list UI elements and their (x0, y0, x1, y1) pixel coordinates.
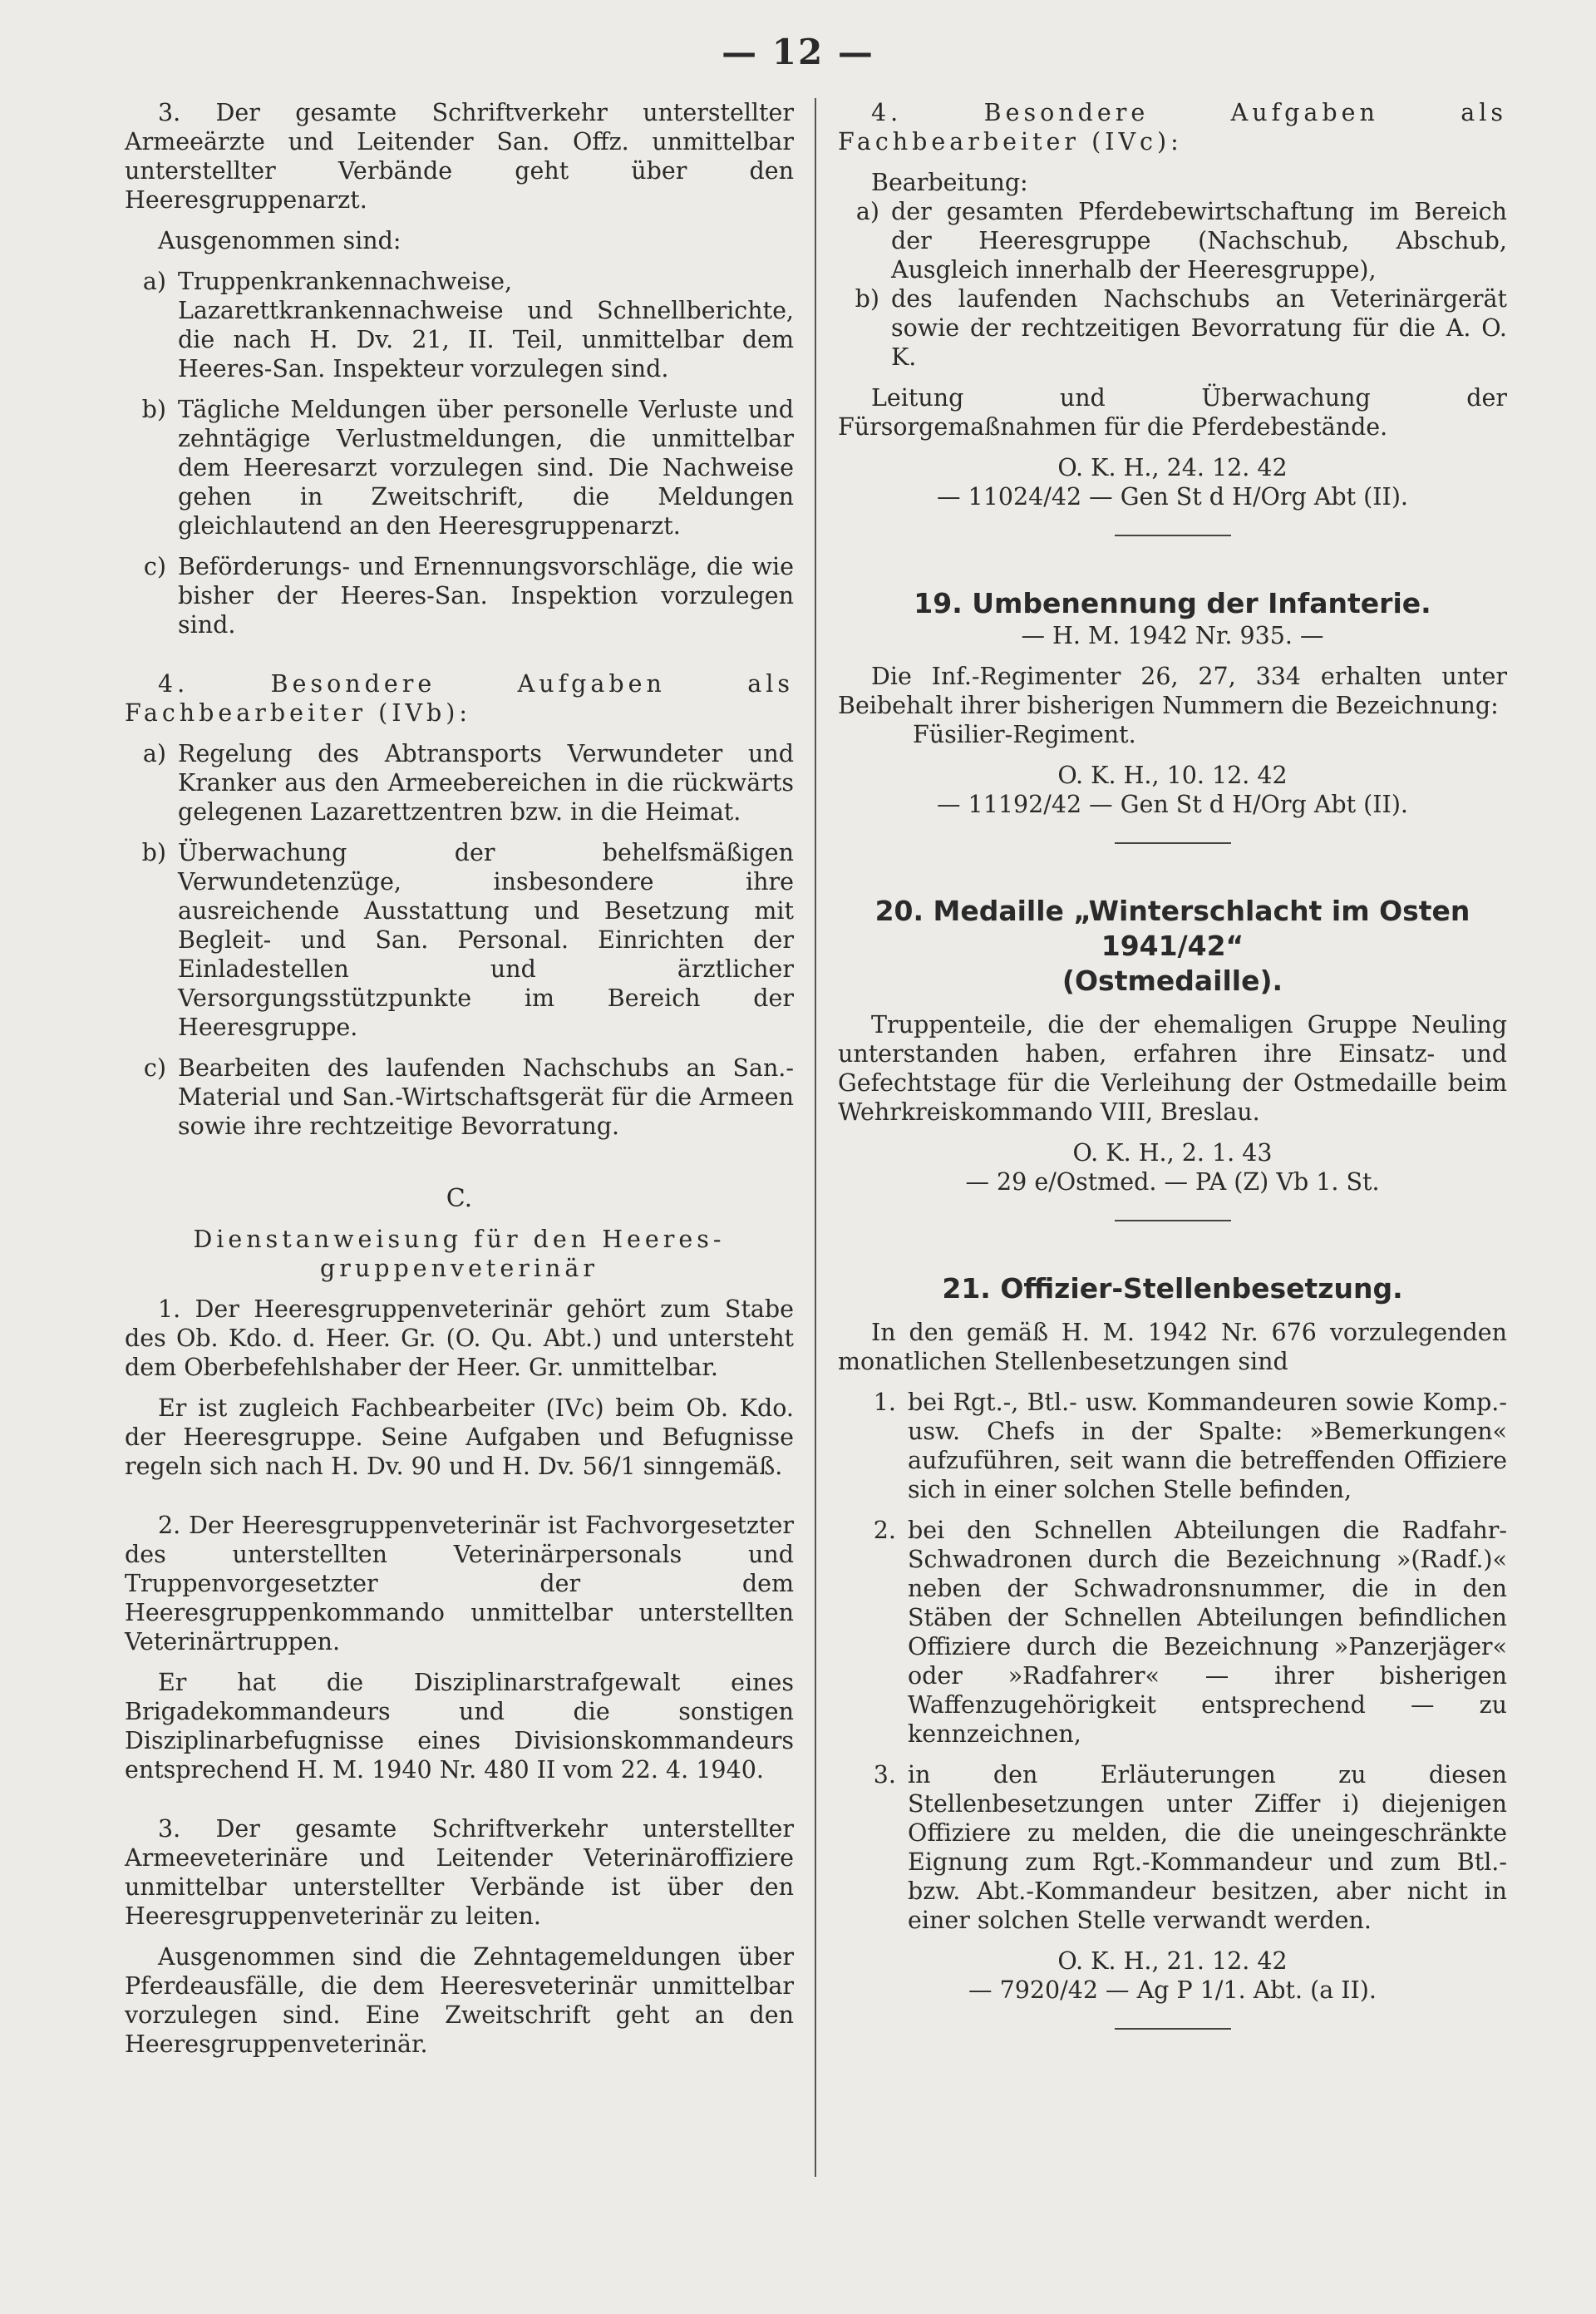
section-20-title-line-2: (Ostmedaille). (1062, 965, 1283, 997)
item-marker: b) (141, 839, 166, 866)
item-marker: c) (143, 553, 166, 580)
section-19-designation: Füsilier-Regiment. (913, 721, 1136, 748)
section-19-hm: — H. M. 1942 Nr. 935. — (1021, 622, 1324, 649)
item-marker: a) (855, 198, 879, 225)
section-c-title-line-2: gruppenveterinär (320, 1255, 598, 1282)
item-marker: b) (141, 396, 166, 423)
list-item (838, 1760, 1507, 1935)
section-19-title: 19. Umbenennung der Infanterie. (914, 587, 1431, 619)
veterinarian-paragraph-2a: 2. Der Heeresgruppenveterinär ist Fachvorgesetzter des unterstellten Veterinärpersonals und Truppenvorgesetzter der dem Heeresgruppenkommando unmittelbar unterstellten Veterinärtruppen. (125, 1512, 794, 1655)
item-text: Regelung des Abtransports Verwundeter und Kranker aus den Armeebereichen in die rückwärts gelegenen Lazarettzentren bzw. in die Heimat. (178, 740, 794, 826)
list-item (125, 395, 794, 540)
page-number: — 12 — (722, 32, 874, 72)
reference-number: — 29 e/Ostmed. — PA (Z) Vb 1. St. (965, 1168, 1380, 1196)
item-text: Truppenkrankennachweise, Lazarettkrankennachweise und Schnellberichte, die nach H. Dv. 21, II. Teil, unmittelbar dem Heeres-San. Inspekteur vorzulegen sind. (178, 268, 794, 382)
list-item (125, 838, 794, 1042)
section-20-text: Truppenteile, die der ehemaligen Gruppe Neuling unterstanden haben, erfahren ihre Einsatz- und Gefechtstage für die Verleihung der Ostmedaille beim Wehrkreiskommando VIII, Breslau. (838, 1011, 1507, 1126)
item-marker: c) (143, 1054, 166, 1082)
supervision-paragraph: Leitung und Überwachung der Fürsorgemaßnahmen für die Pferdebestände. (838, 384, 1507, 441)
item-text: in den Erläuterungen zu diesen Stellenbesetzungen unter Ziffer i) diejenigen Offiziere zu melden, die die uneingeschränkte Eignung zum Rgt.-Kommandeur und zum Btl.- bzw. Abt.-Kommandeur besitzen, aber nicht in einer solchen Stelle verwandt werden. (908, 1761, 1507, 1934)
item-marker: b) (855, 285, 879, 313)
section-21 (838, 1271, 1507, 2030)
reference-date: O. K. H., 10. 12. 42 (1057, 762, 1288, 789)
list-item (125, 1053, 794, 1141)
section-21-title: 21. Offizier-Stellenbesetzung. (942, 1272, 1403, 1305)
section-c-title-line-1: Dienstanweisung für den Heeres- (193, 1226, 726, 1253)
item-text: bei den Schnellen Abteilungen die Radfahr-Schwadronen durch die Bezeichnung »(Radf.)« neben der Schwadronsnummer, die in den Stäben der Schnellen Abteilungen befindlichen Offiziere durch die Bezeichnung »Panzerjäger« oder »Radfahrer« — ihrer bisherigen Waffenzugehörigkeit entsprechend — zu kennzeichnen, (908, 1517, 1507, 1748)
section-separator (1115, 535, 1231, 536)
veterinarian-paragraph-3a: 3. Der gesamte Schriftverkehr unterstellter Armeeveterinäre und Leitender Veterinäroffiziere unmittelbar unterstellter Verbände ist über den Heeresgruppenveterinär zu leiten. (125, 1815, 794, 1930)
list-item (838, 197, 1507, 284)
paragraph-4-heading: 4. Besondere Aufgaben als Fachbearbeiter (IVb): (125, 670, 794, 727)
veterinarian-paragraph-1b: Er ist zugleich Fachbearbeiter (IVc) beim Ob. Kdo. der Heeresgruppe. Seine Aufgaben und Befugnisse regeln sich nach H. Dv. 90 und H. Dv. 56/1 sinngemäß. (125, 1394, 794, 1480)
item-text: des laufenden Nachschubs an Veterinärgerät sowie der rechtzeitigen Bevorratung für die A. O. K. (891, 285, 1507, 371)
item-text: der gesamten Pferdebewirtschaftung im Bereich der Heeresgruppe (Nachschub, Abschub, Ausgleich innerhalb der Heeresgruppe), (891, 198, 1507, 284)
reference-number: — 11024/42 — Gen St d H/Org Abt (II). (937, 483, 1408, 511)
section-separator (1115, 1220, 1231, 1221)
list-item (838, 1516, 1507, 1749)
exceptions-heading: Ausgenommen sind: (158, 227, 401, 254)
column-divider (815, 98, 816, 2177)
processing-label: Bearbeitung: (871, 169, 1028, 196)
item-text: Tägliche Meldungen über personelle Verluste und zehntägige Verlustmeldungen, die unmittelbar dem Heeresarzt vorzulegen sind. Die Nachweise gehen in Zweitschrift, die Meldungen gleichlautend an den Heeresgruppenarzt. (178, 396, 794, 540)
reference-date: O. K. H., 24. 12. 42 (1057, 454, 1288, 481)
section-19-text: Die Inf.-Regimenter 26, 27, 334 erhalten unter Beibehalt ihrer bisherigen Nummern die Bezeichnung: (838, 663, 1507, 719)
paragraph-4-heading-ivc: 4. Besondere Aufgaben als Fachbearbeiter (IVc): (838, 99, 1507, 155)
item-marker: 3. (873, 1761, 896, 1789)
section-21-intro: In den gemäß H. M. 1942 Nr. 676 vorzulegenden monatlichen Stellenbesetzungen sind (838, 1319, 1507, 1375)
veterinarian-paragraph-1a: 1. Der Heeresgruppenveterinär gehört zum Stabe des Ob. Kdo. d. Heer. Gr. (O. Qu. Abt.) und untersteht dem Oberbefehlshaber der Heer. Gr. unmittelbar. (125, 1295, 794, 1381)
veterinarian-paragraph-2b: Er hat die Disziplinarstrafgewalt eines Brigadekommandeurs und die sonstigen Disziplinarbefugnisse eines Divisionskommandeurs entsprechend H. M. 1940 Nr. 480 II vom 22. 4. 1940. (125, 1669, 794, 1784)
item-text: Bearbeiten des laufenden Nachschubs an San.-Material und San.-Wirtschaftsgerät für die Armeen sowie ihre rechtzeitige Bevorratung. (178, 1054, 794, 1140)
section-separator (1115, 2028, 1231, 2030)
list-item (838, 284, 1507, 372)
item-marker: 1. (873, 1389, 896, 1416)
list-item (125, 552, 794, 639)
list-item (838, 1388, 1507, 1504)
list-item (125, 739, 794, 826)
section-c-letter: C. (446, 1184, 473, 1213)
item-text: Überwachung der behelfsmäßigen Verwundetenzüge, insbesondere ihre ausreichende Ausstattung und Besetzung mit Begleit- und San. Personal. Einrichten der Einladestellen und ärztlicher Versorgungsstützpunkte im Bereich der Heeresgruppe. (178, 839, 794, 1041)
item-text: Beförderungs- und Ernennungsvorschläge, die wie bisher der Heeres-San. Inspektion vorzulegen sind. (178, 553, 794, 639)
reference-date: O. K. H., 21. 12. 42 (1057, 1947, 1288, 1975)
section-20 (838, 894, 1507, 1221)
section-19 (838, 586, 1507, 844)
list-item (125, 267, 794, 383)
item-marker: a) (142, 740, 166, 767)
left-column (125, 98, 794, 2059)
reference-date: O. K. H., 2. 1. 43 (1072, 1139, 1273, 1167)
item-marker: 2. (873, 1517, 896, 1544)
section-20-title-line-1: 20. Medaille „Winterschlacht im Osten 1941/42“ (874, 895, 1470, 962)
item-text: bei Rgt.-, Btl.- usw. Kommandeuren sowie Komp.- usw. Chefs in der Spalte: »Bemerkungen« aufzuführen, seit wann die betreffenden Offiziere sich in einer solchen Stelle befinden, (908, 1389, 1507, 1503)
reference-number: — 7920/42 — Ag P 1/1. Abt. (a II). (968, 1976, 1377, 2004)
veterinarian-paragraph-3b: Ausgenommen sind die Zehntagemeldungen über Pferdeausfälle, die dem Heeresveterinär unmittelbar vorzulegen sind. Eine Zweitschrift geht an den Heeresgruppenveterinär. (125, 1943, 794, 2058)
section-separator (1115, 842, 1231, 844)
right-column (838, 98, 1507, 2030)
reference-number: — 11192/42 — Gen St d H/Org Abt (II). (937, 791, 1408, 818)
paragraph-3-medical: 3. Der gesamte Schriftverkehr unterstellter Armeeärzte und Leitender San. Offz. unmittelbar unterstellter Verbände geht über den Heeresgruppenarzt. (125, 99, 794, 214)
item-marker: a) (142, 268, 166, 295)
